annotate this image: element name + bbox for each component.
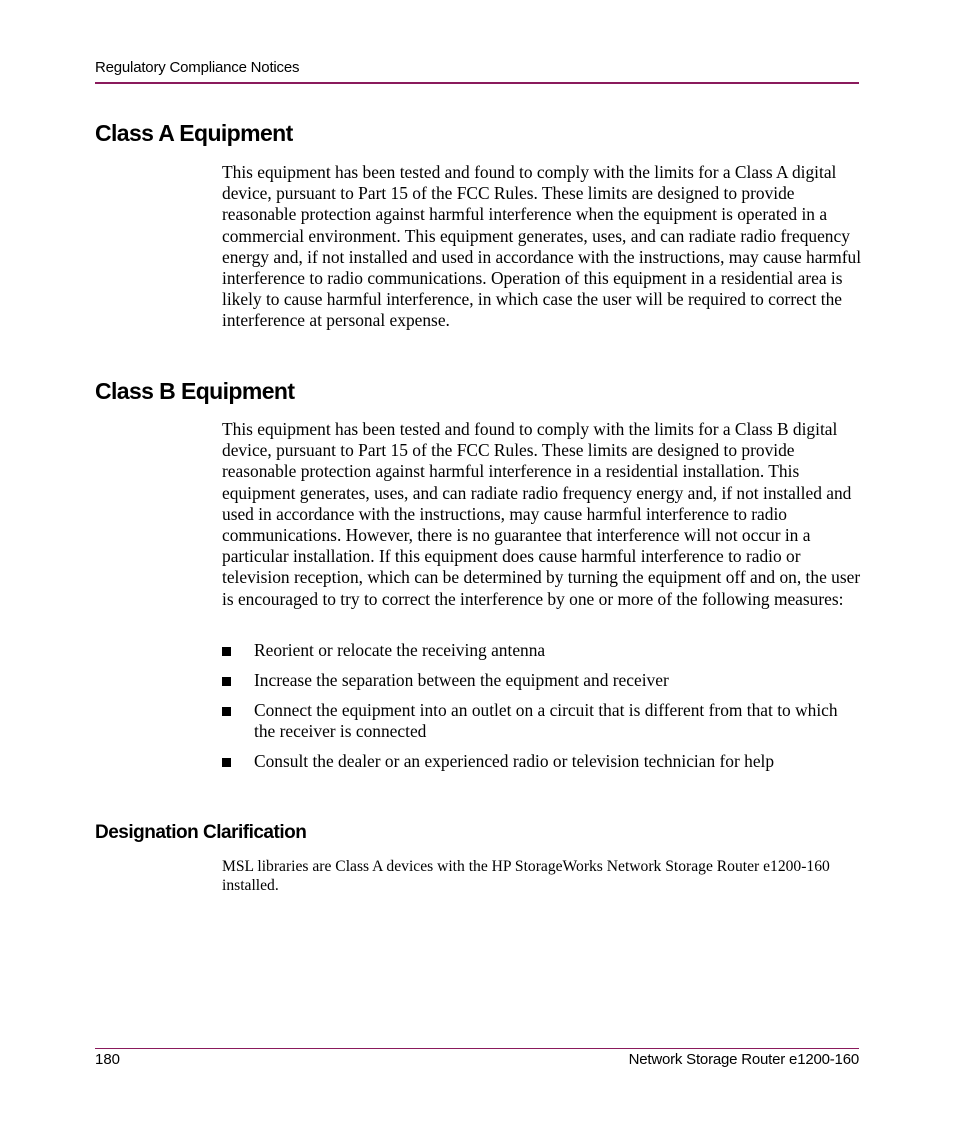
list-item — [222, 700, 862, 742]
heading-designation: Designation Clarification — [95, 822, 307, 843]
square-bullet-icon — [222, 707, 231, 716]
list-item-text: Increase the separation between the equipment and receiver — [254, 670, 669, 690]
square-bullet-icon — [222, 677, 231, 686]
list-item — [222, 640, 862, 661]
footer-doc-title: Network Storage Router e1200-160 — [628, 1051, 859, 1068]
heading-class-b: Class B Equipment — [95, 378, 295, 404]
list-item-text: Connect the equipment into an outlet on a circuit that is different from that to which the receiver is connected — [254, 700, 838, 742]
paragraph-designation: MSL libraries are Class A devices with the HP StorageWorks Network Storage Router e1200-160 installed. — [222, 858, 830, 894]
paragraph-class-b: This equipment has been tested and found to comply with the limits for a Class B digital device, pursuant to Part 15 of the FCC Rules. These limits are designed to provide reasonable protection against harmful interference in a residential installation. This equipment generates, uses, and can radiate radio frequency energy and, if not installed and used in accordance with the instructions, may cause harmful interference to radio communications. However, there is no guarantee that interference will not occur in a particular installation. If this equipment does cause harmful interference to radio or television reception, which can be determined by turning the equipment off and on, the user is encouraged to try to correct the interference by one or more of the following measures: — [222, 419, 861, 609]
page-number: 180 — [95, 1051, 121, 1068]
square-bullet-icon — [222, 758, 231, 767]
running-header: Regulatory Compliance Notices — [95, 59, 300, 76]
header-rule — [95, 82, 859, 84]
square-bullet-icon — [222, 647, 231, 656]
measures-list — [222, 640, 862, 781]
list-item — [222, 751, 862, 772]
paragraph-class-a: This equipment has been tested and found to comply with the limits for a Class A digital device, pursuant to Part 15 of the FCC Rules. These limits are designed to provide reasonable protection against harmful interference when the equipment is operated in a commercial environment. This equipment generates, uses, and can radiate radio frequency energy and, if not installed and used in accordance with the instructions, may cause harmful interference to radio communications. Operation of this equipment in a residential area is likely to cause harmful interference, in which case the user will be required to correct the interference at personal expense. — [222, 162, 862, 331]
footer-rule — [95, 1048, 859, 1049]
heading-class-a: Class A Equipment — [95, 120, 293, 146]
list-item — [222, 670, 862, 691]
list-item-text: Reorient or relocate the receiving antenna — [254, 640, 546, 660]
list-item-text: Consult the dealer or an experienced radio or television technician for help — [254, 751, 775, 772]
